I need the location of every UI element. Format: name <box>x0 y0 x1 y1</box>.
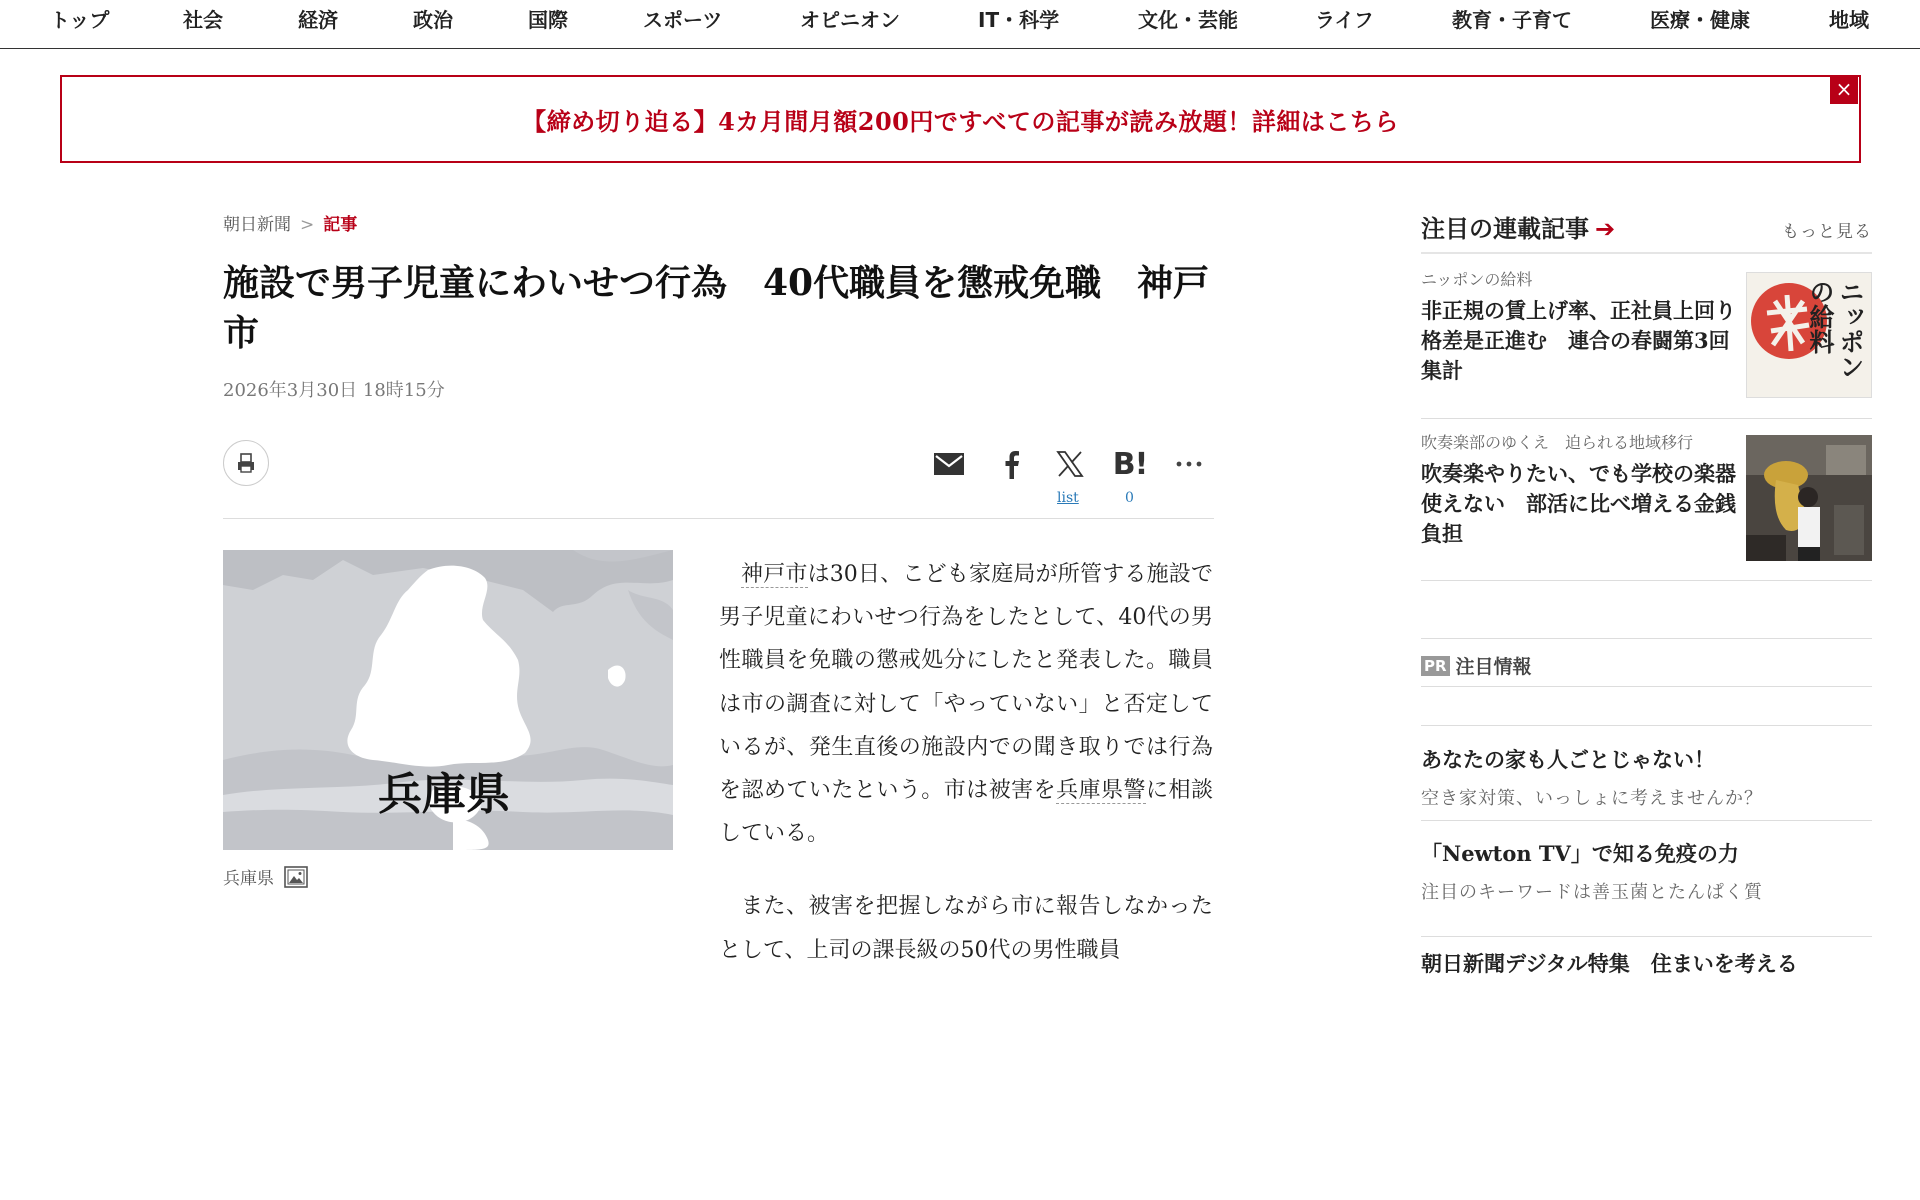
article-date: 2026年3月30日 18時15分 <box>223 380 445 401</box>
see-more-link[interactable]: もっと見る <box>1782 222 1872 242</box>
pr-divider <box>1421 936 1872 937</box>
hatena-count[interactable]: 0 <box>1125 490 1134 506</box>
featured-series-title[interactable] <box>1421 209 1615 244</box>
breadcrumb-current: 記事 <box>323 215 358 235</box>
photo-brass-band-graphic <box>1746 435 1872 561</box>
article-body <box>719 553 1213 1002</box>
nav-item-health[interactable]: 医療・健康 <box>1650 8 1750 32</box>
pr-item-headline: 「Newton TV」で知る免疫の力 <box>1421 841 1739 866</box>
pr-divider <box>1421 725 1872 726</box>
hatena-bookmark-icon: B! <box>1112 446 1148 482</box>
pr-section-header <box>1421 652 1532 679</box>
article-paragraph-1 <box>719 553 1213 855</box>
nav-item-world[interactable]: 国際 <box>528 8 568 32</box>
pr-item-headline: 朝日新聞デジタル特集 住まいを考える <box>1421 951 1798 976</box>
sidebar-divider <box>1421 580 1872 581</box>
promo-link[interactable]: 【締め切り迫る】4カ月間月額200円ですべての記事が読み放題！詳細はこちら <box>522 106 1399 136</box>
keyword-link-kobe[interactable]: 神戸市 <box>741 562 808 587</box>
nav-item-life[interactable]: ライフ <box>1315 8 1374 32</box>
sidebar-article-headline: 吹奏楽やりたい、でも学校の楽器使えない 部活に比べ増える金銭負担 <box>1421 461 1736 546</box>
article-title: 施設で男子児童にわいせつ行為 40代職員を懲戒免職 神戸市 <box>223 262 1210 354</box>
seal-caption: ニッポンの給料 <box>1806 279 1865 379</box>
sidebar-article-category: ニッポンの給料 <box>1421 270 1533 289</box>
pr-item-1[interactable] <box>1421 744 1872 810</box>
pr-item-3[interactable] <box>1421 948 1872 978</box>
nav-item-economy[interactable]: 経済 <box>298 8 338 32</box>
map-label: 兵庫県 <box>378 769 510 820</box>
sidebar-divider <box>1421 418 1872 419</box>
breadcrumb-home[interactable]: 朝日新聞 <box>223 215 291 235</box>
pr-item-headline: あなたの家も人ごとじゃない！ <box>1421 747 1715 772</box>
nav-item-culture[interactable]: 文化・芸能 <box>1138 8 1238 32</box>
paragraph-1-text-a: は30日、こども家庭局が所管する施設で男子児童にわいせつ行為をしたとして、40代の男性職員を免職の懲戒処分にしたと発表した。職員は市の調査に対して「やっていない」と否定しているが、発生直後の施設内での聞き取りでは行為を認めていたという。市は被害を <box>719 562 1213 804</box>
nav-item-society[interactable]: 社会 <box>183 8 223 32</box>
nav-item-opinion[interactable]: オピニオン <box>800 8 900 32</box>
sidebar-header <box>1421 207 1872 254</box>
sidebar-article-2[interactable] <box>1421 430 1872 549</box>
pr-header-divider <box>1421 686 1872 687</box>
pr-item-subtitle: 空き家対策、いっしょに考えませんか？ <box>1421 788 1763 809</box>
article-paragraph-2: また、被害を把握しながら市に報告しなかったとして、上司の課長級の50代の男性職員 <box>719 894 1213 963</box>
pr-item-subtitle: 注目のキーワードは善玉菌とたんぱく質 <box>1421 882 1763 903</box>
arrow-right-icon: ➔ <box>1595 215 1616 243</box>
pr-section-title: 注目情報 <box>1455 656 1532 678</box>
caption-text: 兵庫県 <box>223 869 274 889</box>
close-icon[interactable]: × <box>1830 76 1858 104</box>
sidebar-article-thumbnail <box>1746 435 1872 561</box>
share-x-list-link[interactable]: list <box>1057 490 1079 506</box>
breadcrumb-separator: > <box>300 215 315 235</box>
nav-item-top[interactable]: トップ <box>50 8 110 32</box>
pr-item-2[interactable] <box>1421 838 1872 904</box>
sidebar-article-headline: 非正規の賃上げ率、正社員上回り格差是正進む 連合の春闘第3回集計 <box>1421 298 1736 383</box>
pr-badge: PR <box>1421 656 1450 676</box>
paragraph-1-text-b: に相談している。 <box>719 778 1213 847</box>
featured-series-label: 注目の連載記事 <box>1421 214 1589 243</box>
sidebar-article-category: 吹奏楽部のゆくえ 迫られる地域移行 <box>1421 433 1694 452</box>
nav-item-local[interactable]: 地域 <box>1829 8 1869 32</box>
pr-item-3-clipped <box>1421 948 1872 976</box>
keyword-link-hyogo-police[interactable]: 兵庫県警 <box>1056 778 1147 804</box>
pr-top-divider <box>1421 638 1872 639</box>
pr-divider <box>1421 820 1872 821</box>
nav-item-education[interactable]: 教育・子育て <box>1452 8 1572 32</box>
nav-item-sports[interactable]: スポーツ <box>643 8 723 32</box>
nav-item-it-science[interactable]: IT・科学 <box>978 8 1060 32</box>
sidebar-article-thumbnail <box>1746 272 1872 398</box>
nav-item-politics[interactable]: 政治 <box>413 8 453 32</box>
sidebar-article-1[interactable] <box>1421 267 1872 386</box>
